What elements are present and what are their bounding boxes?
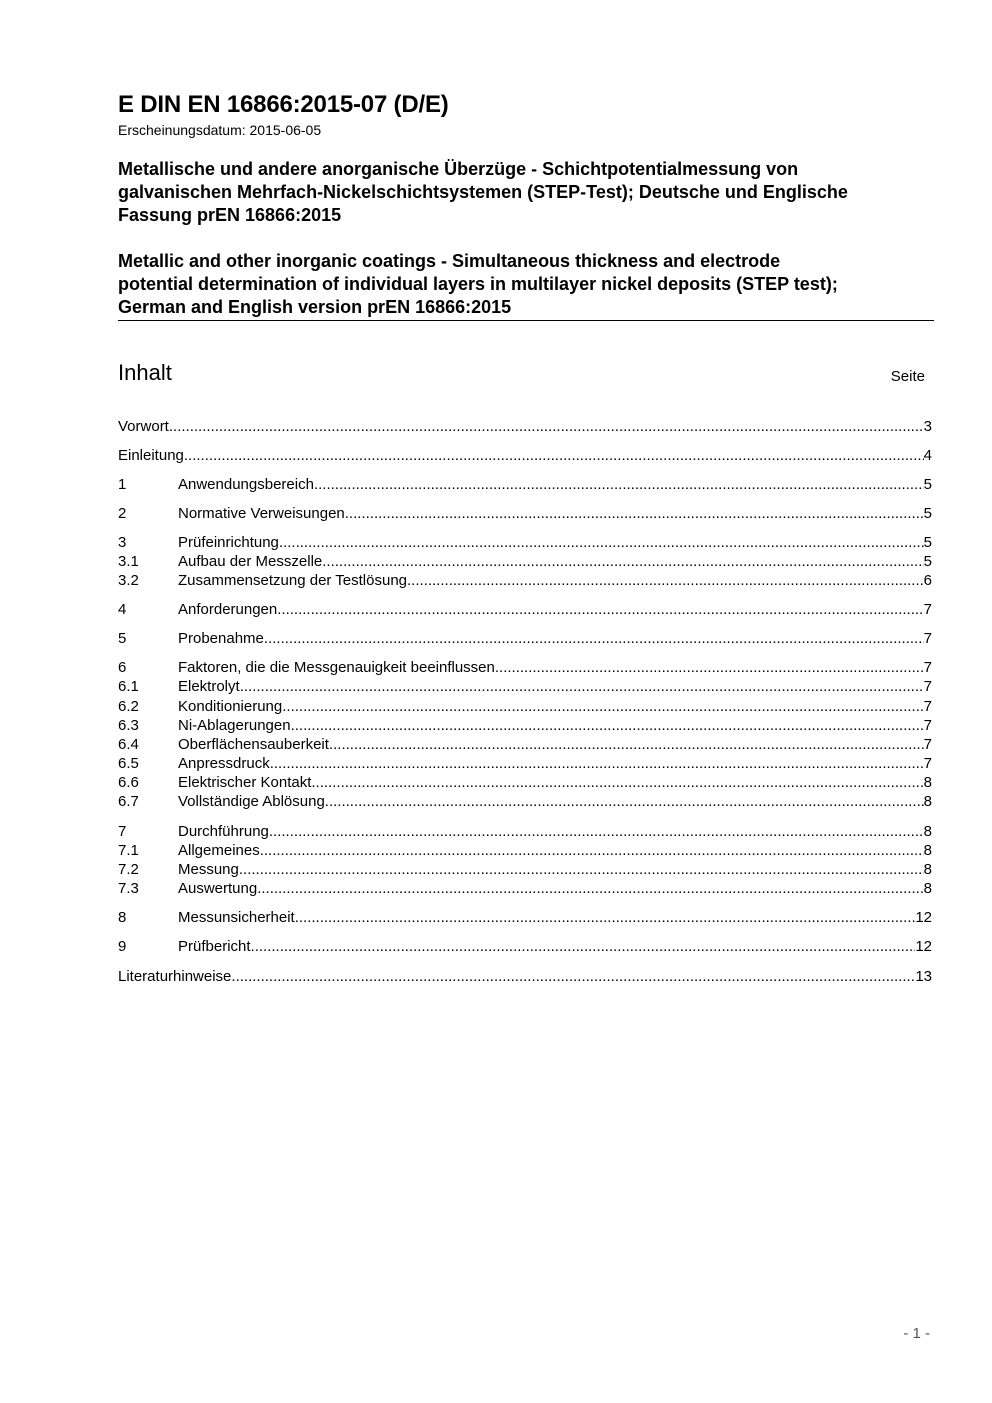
toc-entry-number: 6.3	[118, 717, 139, 734]
toc-entry[interactable]	[118, 841, 932, 860]
toc-entry-number: 1	[118, 476, 127, 493]
toc-entry-page: 5	[923, 553, 932, 570]
title-english-line: potential determination of individual layers in multilayer nickel deposits (STEP test);	[118, 274, 838, 294]
toc-entry-title: Einleitung	[118, 447, 184, 464]
toc-leader-dots	[295, 908, 916, 927]
toc-leader-dots	[329, 735, 924, 754]
toc-entry-number: 6.4	[118, 736, 139, 753]
toc-entry[interactable]	[118, 677, 932, 696]
toc-entry-page: 5	[923, 505, 932, 522]
toc-entry-page: 7	[923, 736, 932, 753]
toc-leader-dots	[264, 629, 924, 648]
toc-leader-dots	[407, 571, 924, 590]
toc-entry-title: Prüfbericht	[178, 938, 251, 955]
toc-entry-page: 8	[923, 774, 932, 791]
toc-leader-dots	[345, 504, 924, 523]
toc-entry[interactable]	[118, 417, 932, 436]
toc-entry-page: 7	[923, 601, 932, 618]
toc-leader-dots	[291, 716, 924, 735]
toc-entry-page: 12	[915, 909, 932, 926]
toc-entry[interactable]	[118, 860, 932, 879]
toc-entry-number: 7.2	[118, 861, 139, 878]
toc-entry[interactable]	[118, 967, 932, 986]
toc-entry-page: 7	[923, 659, 932, 676]
toc-entry-number: 3.1	[118, 553, 139, 570]
title-divider	[118, 320, 934, 321]
toc-entry[interactable]	[118, 697, 932, 716]
toc-entry-number: 7.3	[118, 880, 139, 897]
toc-entry-page: 8	[923, 823, 932, 840]
document-id: E DIN EN 16866:2015-07 (D/E)	[118, 91, 449, 118]
toc-entry-title: Anpressdruck	[178, 755, 270, 772]
toc-entry[interactable]	[118, 552, 932, 571]
toc-leader-dots	[240, 677, 924, 696]
toc-entry-page: 8	[923, 880, 932, 897]
toc-entry-page: 8	[923, 842, 932, 859]
toc-heading: Inhalt	[118, 360, 172, 385]
toc-entry-page: 4	[923, 447, 932, 464]
title-english-line: Metallic and other inorganic coatings - Simultaneous thickness and electrode	[118, 251, 781, 271]
toc-entry[interactable]	[118, 879, 932, 898]
toc-entry-title: Oberflächensauberkeit	[178, 736, 329, 753]
publication-date: Erscheinungsdatum: 2015-06-05	[118, 122, 322, 138]
toc-entry[interactable]	[118, 658, 932, 677]
toc-entry[interactable]	[118, 822, 932, 841]
title-german-line: galvanischen Mehrfach-Nickelschichtsystemen (STEP-Test); Deutsche und Englische	[118, 182, 848, 202]
toc-page-label: Seite	[890, 368, 925, 385]
toc-entry-number: 6.6	[118, 774, 139, 791]
toc-entry-title: Aufbau der Messzelle	[178, 553, 323, 570]
toc-entry-number: 6.2	[118, 698, 139, 715]
toc-entry-page: 13	[915, 968, 932, 985]
toc-entry[interactable]	[118, 629, 932, 648]
toc-entry[interactable]	[118, 735, 932, 754]
toc-entry-title: Elektrolyt	[178, 678, 240, 695]
toc-entry-title: Faktoren, die die Messgenauigkeit beeinflussen	[178, 659, 495, 676]
toc-leader-dots	[184, 446, 924, 465]
title-german	[118, 158, 934, 227]
toc-entry-number: 3	[118, 534, 127, 551]
toc-entry[interactable]	[118, 792, 932, 811]
title-english	[118, 250, 934, 319]
toc-entry-page: 6	[923, 572, 932, 589]
toc-entry-title: Prüfeinrichtung	[178, 534, 279, 551]
toc-leader-dots	[495, 658, 924, 677]
toc-entry-page: 7	[923, 755, 932, 772]
title-english-line: German and English version prEN 16866:2015	[118, 297, 512, 317]
toc-entry-number: 7.1	[118, 842, 139, 859]
toc-entry-title: Elektrischer Kontakt	[178, 774, 312, 791]
toc-entry[interactable]	[118, 754, 932, 773]
page-number: - 1 -	[903, 1325, 930, 1342]
toc-leader-dots	[311, 773, 923, 792]
toc-entry-page: 8	[923, 861, 932, 878]
toc-entry-page: 5	[923, 534, 932, 551]
toc-entry-number: 6.7	[118, 793, 139, 810]
toc-entry-title: Vorwort	[118, 418, 169, 435]
toc-entry-title: Allgemeines	[178, 842, 260, 859]
toc-entry[interactable]	[118, 446, 932, 465]
toc-leader-dots	[257, 879, 923, 898]
toc-leader-dots	[279, 533, 924, 552]
toc-entry-title: Messunsicherheit	[178, 909, 295, 926]
toc-entry-page: 7	[923, 717, 932, 734]
toc-entry-page: 7	[923, 678, 932, 695]
toc-leader-dots	[251, 937, 916, 956]
toc-entry-title: Auswertung	[178, 880, 258, 897]
toc-entry-title: Konditionierung	[178, 698, 283, 715]
toc-entry-title: Vollständige Ablösung	[178, 793, 325, 810]
toc-entry-title: Zusammensetzung der Testlösung	[178, 572, 408, 589]
toc-entry[interactable]	[118, 475, 932, 494]
toc-leader-dots	[282, 697, 923, 716]
toc-entry[interactable]	[118, 533, 932, 552]
toc-entry-title: Durchführung	[178, 823, 269, 840]
toc-leader-dots	[239, 860, 924, 879]
toc-entry-title: Messung	[178, 861, 239, 878]
toc-entry-number: 6	[118, 659, 127, 676]
toc-entry-page: 8	[923, 793, 932, 810]
toc-leader-dots	[325, 792, 924, 811]
toc-entry[interactable]	[118, 716, 932, 735]
toc-leader-dots	[314, 475, 924, 494]
toc-entry-title: Anforderungen	[178, 601, 278, 618]
toc-entry-page: 7	[923, 630, 932, 647]
toc-leader-dots	[269, 822, 924, 841]
title-german-line: Metallische und andere anorganische Überzüge - Schichtpotentialmessung von	[118, 159, 799, 179]
toc-entry-number: 8	[118, 909, 127, 926]
toc-entry-title: Ni-Ablagerungen	[178, 717, 291, 734]
toc-entry-number: 7	[118, 823, 127, 840]
toc-entry[interactable]	[118, 600, 932, 619]
toc-entry-number: 6.5	[118, 755, 139, 772]
toc-entry-page: 7	[923, 698, 932, 715]
toc-entry-number: 2	[118, 505, 127, 522]
toc-entry-title: Anwendungsbereich	[178, 476, 314, 493]
toc-entry-page: 5	[923, 476, 932, 493]
toc-entry-number: 9	[118, 938, 127, 955]
toc-leader-dots	[322, 552, 923, 571]
toc-entry-number: 3.2	[118, 572, 139, 589]
title-german-line: Fassung prEN 16866:2015	[118, 205, 342, 225]
toc-leader-dots	[270, 754, 924, 773]
toc-leader-dots	[169, 417, 924, 436]
toc-entry-title: Probenahme	[178, 630, 264, 647]
toc-entry-title: Literaturhinweise	[118, 968, 232, 985]
toc-entry-number: 6.1	[118, 678, 139, 695]
toc-entry-page: 3	[923, 418, 932, 435]
toc-entry-page: 12	[915, 938, 932, 955]
toc-entry[interactable]	[118, 908, 932, 927]
toc-entry[interactable]	[118, 504, 932, 523]
toc-entry-title: Normative Verweisungen	[178, 505, 345, 522]
toc-entry[interactable]	[118, 571, 932, 590]
toc-entry-number: 5	[118, 630, 127, 647]
toc-entry[interactable]	[118, 937, 932, 956]
toc-leader-dots	[260, 841, 924, 860]
toc-leader-dots	[231, 967, 915, 986]
toc-entry[interactable]	[118, 773, 932, 792]
toc-entry-number: 4	[118, 601, 127, 618]
toc-leader-dots	[277, 600, 923, 619]
